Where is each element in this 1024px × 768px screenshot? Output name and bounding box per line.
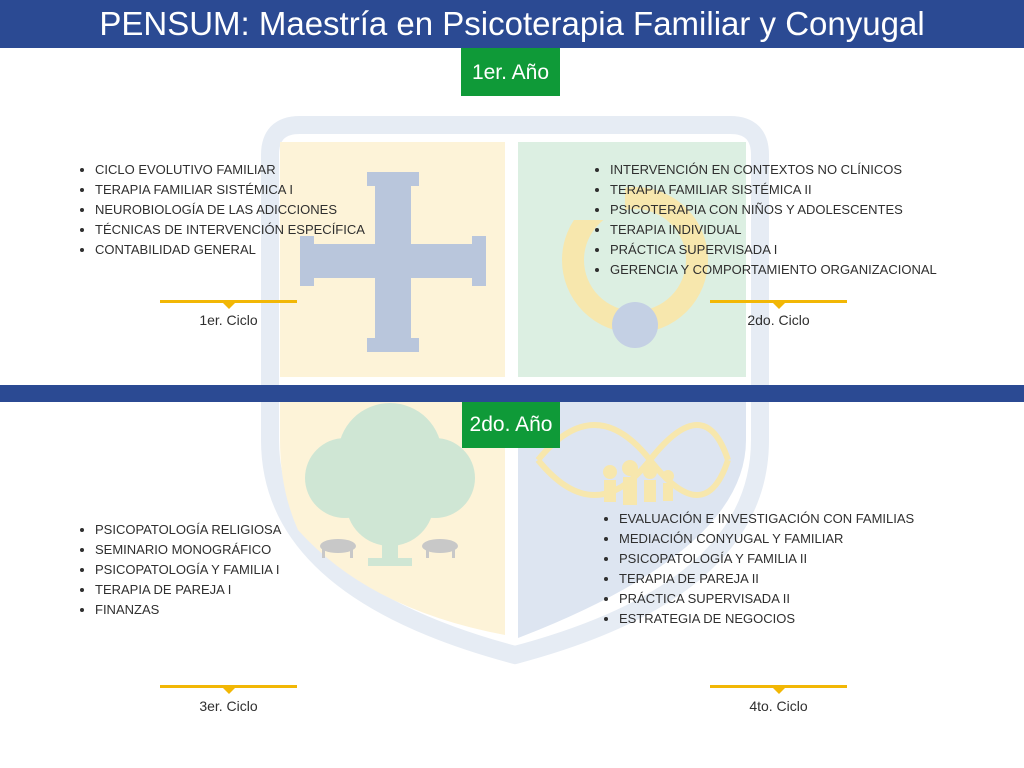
list-item: • TERAPIA FAMILIAR SISTÉMICA I [95,180,365,200]
list-item: • SEMINARIO MONOGRÁFICO [95,540,281,560]
cycle-2-label: 2do. Ciclo [747,312,810,328]
list-item: • TERAPIA FAMILIAR SISTÉMICA II [610,180,937,200]
list-item: • TERAPIA DE PAREJA II [619,569,914,589]
list-item: • FINANZAS [95,600,281,620]
year-2-label: 2do. Año [462,402,560,448]
list-item: • TÉCNICAS DE INTERVENCIÓN ESPECÍFICA [95,220,365,240]
list-item: • PSICOPATOLOGÍA Y FAMILIA I [95,560,281,580]
list-item: • PSICOPATOLOGÍA RELIGIOSA [95,520,281,540]
list-item: • INTERVENCIÓN EN CONTEXTOS NO CLÍNICOS [610,160,937,180]
list-item: • PSICOPATOLOGÍA Y FAMILIA II [619,549,914,569]
list-item: • TERAPIA DE PAREJA I [95,580,281,600]
year-divider [0,385,1024,402]
list-item: • EVALUACIÓN E INVESTIGACIÓN CON FAMILIAS [619,509,914,529]
list-item: • PSICOTERAPIA CON NIÑOS Y ADOLESCENTES [610,200,937,220]
cycle-4-marker [710,685,847,688]
list-item: • MEDIACIÓN CONYUGAL Y FAMILIAR [619,529,914,549]
cycle-3-label: 3er. Ciclo [199,698,258,714]
list-item: • CICLO EVOLUTIVO FAMILIAR [95,160,365,180]
cycle-4-label: 4to. Ciclo [749,698,808,714]
cycle-1-label: 1er. Ciclo [199,312,258,328]
list-item: • TERAPIA INDIVIDUAL [610,220,937,240]
cycle-3-marker [160,685,297,688]
cycle-4-course-list [597,509,914,629]
list-item: • PRÁCTICA SUPERVISADA I [610,240,937,260]
list-item: • CONTABILIDAD GENERAL [95,240,365,260]
year-1-label: 1er. Año [461,48,560,96]
list-item: • GERENCIA Y COMPORTAMIENTO ORGANIZACIONAL [610,260,937,280]
cycle-2-marker [710,300,847,303]
cycle-1-marker [160,300,297,303]
cycle-1-course-list [73,160,365,260]
page-title: PENSUM: Maestría en Psicoterapia Familiar y Conyugal [0,0,1024,48]
list-item: • ESTRATEGIA DE NEGOCIOS [619,609,914,629]
list-item: • PRÁCTICA SUPERVISADA II [619,589,914,609]
cycle-3-course-list [73,520,281,620]
list-item: • NEUROBIOLOGÍA DE LAS ADICCIONES [95,200,365,220]
cycle-2-course-list [588,160,937,280]
